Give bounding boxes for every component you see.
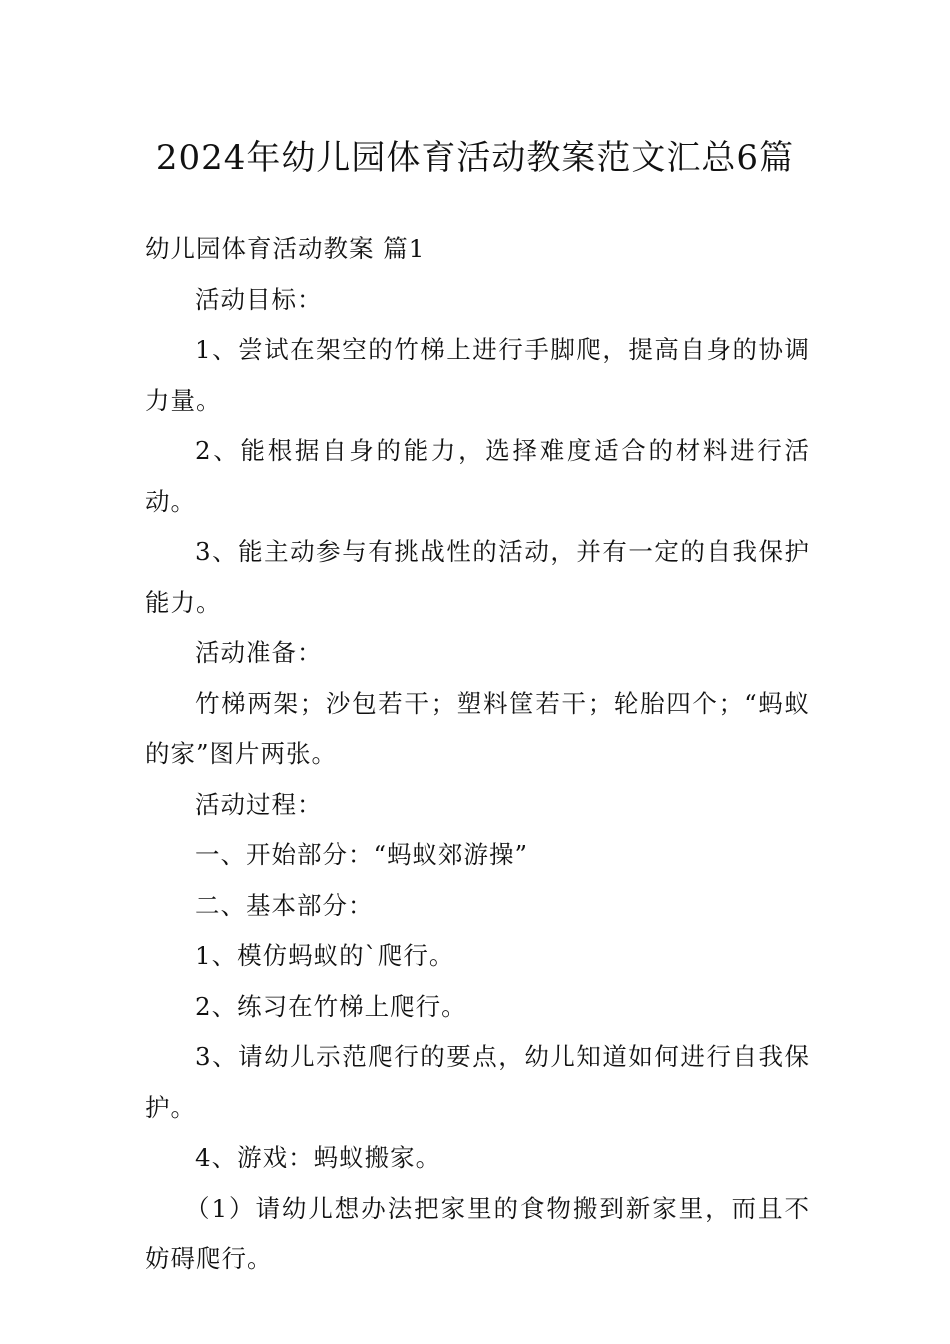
paragraph-goal-1: 1、尝试在架空的竹梯上进行手脚爬，提高自身的协调力量。 xyxy=(145,335,810,415)
paragraph-goal-2: 2、能根据自身的能力，选择难度适合的材料进行活动。 xyxy=(145,436,810,516)
paragraph-step-3: 3、请幼儿示范爬行的要点，幼儿知道如何进行自我保护。 xyxy=(145,1042,810,1122)
paragraph-preparation-items: 竹梯两架；沙包若干；塑料筐若干；轮胎四个；“蚂蚁的家”图片两张。 xyxy=(145,688,810,768)
paragraph-step-1: 1、模仿蚂蚁的`爬行。 xyxy=(195,941,455,970)
paragraph-activity-goals-heading: 活动目标： xyxy=(195,284,323,314)
paragraph-process-heading: 活动过程： xyxy=(195,789,323,819)
paragraph-part-1: 一、开始部分：“蚂蚁郊游操” xyxy=(195,840,529,869)
paragraph-step-2: 2、练习在竹梯上爬行。 xyxy=(195,991,467,1021)
paragraph-step-4-1: （1）请幼儿想办法把家里的食物搬到新家里，而且不妨碍爬行。 xyxy=(145,1193,810,1273)
document-body xyxy=(145,224,810,1285)
section-heading: 幼儿园体育活动教案 篇1 xyxy=(145,234,426,263)
paragraph-part-2: 二、基本部分： xyxy=(195,890,374,920)
document-title: 2024年幼儿园体育活动教案范文汇总6篇 xyxy=(155,138,795,178)
paragraph-preparation-heading: 活动准备： xyxy=(195,638,323,667)
paragraph-goal-3: 3、能主动参与有挑战性的活动，并有一定的自我保护能力。 xyxy=(145,537,810,617)
paragraph-step-4: 4、游戏：蚂蚁搬家。 xyxy=(195,1143,442,1172)
